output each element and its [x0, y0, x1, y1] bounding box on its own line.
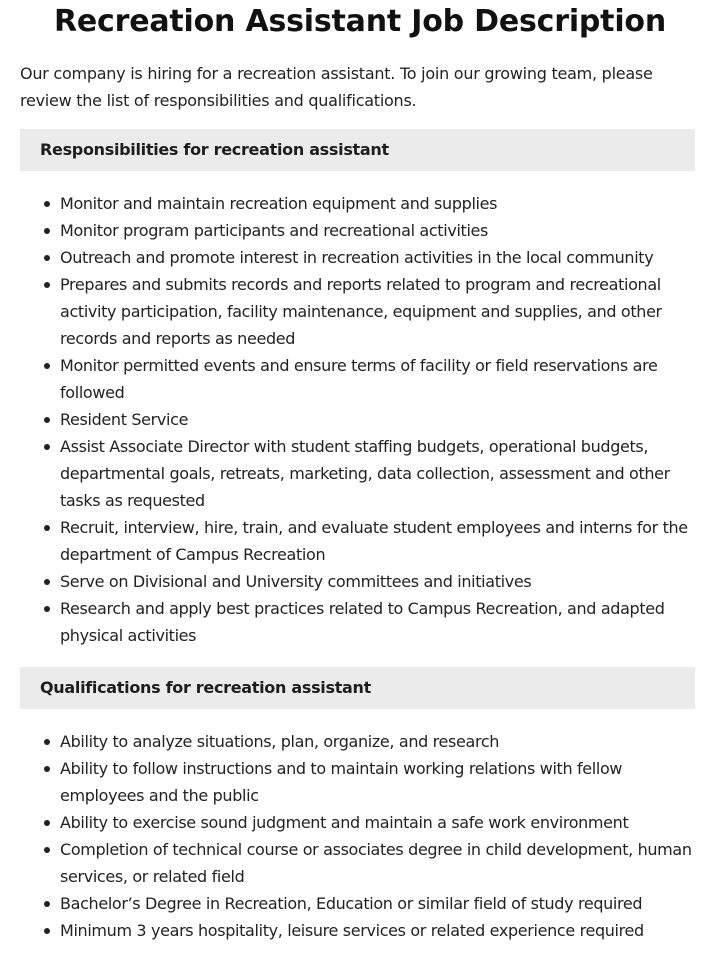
bullet-icon — [44, 901, 50, 907]
qualifications-heading: Qualifications for recreation assistant — [20, 667, 695, 709]
bullet-icon — [44, 201, 50, 207]
list-item — [60, 595, 700, 649]
list-item — [60, 406, 700, 433]
bullet-icon — [44, 739, 50, 745]
bullet-icon — [44, 847, 50, 853]
list-item — [60, 271, 700, 352]
list-item-text: Resident Service — [60, 410, 189, 429]
list-item-text: Serve on Divisional and University committees and initiatives — [60, 572, 532, 591]
list-item — [60, 433, 700, 514]
list-item-text: Ability to follow instructions and to maintain working relations with fellow employees and the public — [60, 759, 623, 805]
list-item-text: Ability to analyze situations, plan, organize, and research — [60, 732, 500, 751]
list-item — [60, 352, 700, 406]
bullet-icon — [44, 820, 50, 826]
bullet-icon — [44, 282, 50, 288]
list-item — [60, 917, 700, 944]
list-item-text: Outreach and promote interest in recreation activities in the local community — [60, 248, 654, 267]
list-item — [60, 809, 700, 836]
bullet-icon — [44, 606, 50, 612]
list-item-text: Assist Associate Director with student staffing budgets, operational budgets, departmental goals, retreats, marketing, data collection, assessment and other tasks as requested — [60, 437, 670, 510]
list-item — [60, 190, 700, 217]
list-item — [60, 836, 700, 890]
list-item — [60, 217, 700, 244]
qualifications-list — [0, 728, 700, 944]
list-item-text: Monitor program participants and recreational activities — [60, 221, 489, 240]
list-item — [60, 514, 700, 568]
bullet-icon — [44, 525, 50, 531]
list-item-text: Monitor and maintain recreation equipment and supplies — [60, 194, 498, 213]
list-item-text: Bachelor’s Degree in Recreation, Education or similar field of study required — [60, 894, 643, 913]
bullet-icon — [44, 228, 50, 234]
list-item-text: Minimum 3 years hospitality, leisure services or related experience required — [60, 921, 644, 940]
list-item — [60, 890, 700, 917]
list-item — [60, 244, 700, 271]
list-item — [60, 728, 700, 755]
bullet-icon — [44, 363, 50, 369]
list-item — [60, 568, 700, 595]
bullet-icon — [44, 255, 50, 261]
bullet-icon — [44, 444, 50, 450]
bullet-icon — [44, 579, 50, 585]
list-item-text: Prepares and submits records and reports related to program and recreational activity participation, facility maintenance, equipment and supplies, and other records and reports as needed — [60, 275, 662, 348]
list-item-text: Research and apply best practices related to Campus Recreation, and adapted physical activities — [60, 599, 665, 645]
bullet-icon — [44, 928, 50, 934]
list-item-text: Recruit, interview, hire, train, and evaluate student employees and interns for the department of Campus Recreation — [60, 518, 688, 564]
page-title: Recreation Assistant Job Description — [54, 4, 666, 39]
list-item — [60, 755, 700, 809]
bullet-icon — [44, 417, 50, 423]
list-item-text: Monitor permitted events and ensure terms of facility or field reservations are followed — [60, 356, 658, 402]
intro-paragraph: Our company is hiring for a recreation assistant. To join our growing team, please review the list of responsibilities and qualifications. — [20, 64, 653, 110]
list-item-text: Ability to exercise sound judgment and maintain a safe work environment — [60, 813, 629, 832]
responsibilities-heading: Responsibilities for recreation assistant — [20, 129, 695, 171]
bullet-icon — [44, 766, 50, 772]
responsibilities-list — [0, 190, 700, 649]
list-item-text: Completion of technical course or associates degree in child development, human services, or related field — [60, 840, 692, 886]
